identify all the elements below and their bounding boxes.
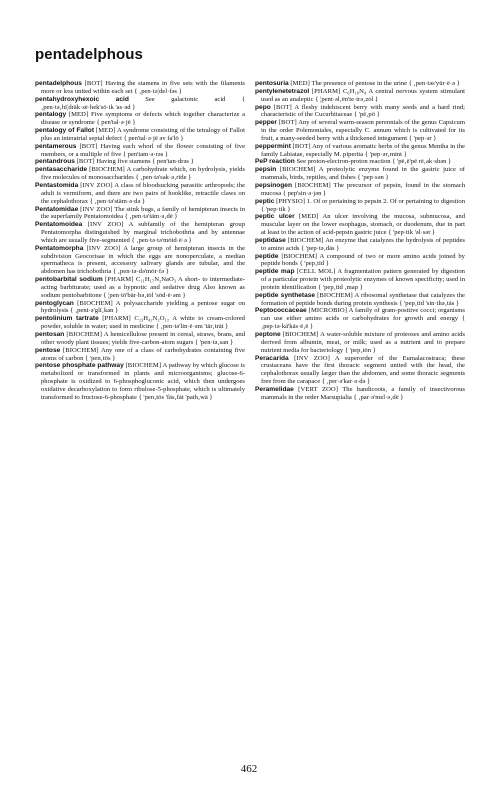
- definition: A syndrome consisting of the tetralogy of Fallot plus an interatrial septal defect { pen'tal·ə·jē əv fa'lō }: [41, 127, 245, 142]
- definition: A large group of hemipteran insects in the subdivision Geocorisae in which the eggs are nonoperculate, a median spermatheca is present, accessory salivary glands are tubular, and the abdomen has trichobothria { ‚pen·tə·də'mȯr·fə }: [41, 244, 245, 276]
- definition: Having five stamens { pen'tan·drəs }: [96, 158, 194, 166]
- headword: Pentastomida: [35, 181, 79, 189]
- page-number: 462: [240, 763, 258, 775]
- field-label: [MED]: [298, 213, 319, 221]
- definition: A superorder of the Eumalacostraca; these crustaceans have the first thoracic segment united with the head, the cephalothorax usually larger than the abdomen, and some thoracic segments free from the carapace { ‚per·ə'kar·ə·də }: [261, 354, 465, 386]
- definition: A pathway by which glucose is metabolized or transformed in plants and microorganisms; glucose-6-phosphate is oxidized to 6-phosphogluconic acid, which then undergoes oxidative decarboxylation to form ribulose-5-phosphate, which is ultimately transformed to fructose-6-phosphate { 'pen‚tōs 'fäs‚fāt 'path‚wā }: [41, 362, 245, 401]
- entry: [35, 300, 245, 316]
- entry: [255, 253, 465, 269]
- headword: pepsin: [255, 166, 277, 174]
- headword: pentalogy: [35, 111, 67, 119]
- headword: pentalogy of Fallot: [35, 127, 95, 135]
- definition: Five symptoms or defects which together characterize a disease or syndrome { pen'tal·ə·jē }: [41, 111, 245, 127]
- field-label: [BOT]: [273, 103, 292, 111]
- headword: peptide: [255, 252, 279, 260]
- entry: [255, 307, 465, 331]
- field-label: [BIOCHEM]: [282, 331, 319, 338]
- headword: Pentatomorpha: [35, 244, 84, 252]
- headword: Peracarida: [255, 354, 289, 362]
- entry: [35, 158, 245, 166]
- field-label: [INV ZOO]: [294, 354, 330, 362]
- field-label: [BOT]: [79, 142, 98, 150]
- entry: [35, 245, 245, 276]
- headword: peptide synthetase: [255, 291, 316, 299]
- headword: Peptococcaceae: [255, 307, 307, 315]
- definition: C₁₁H₁₇N₂NaO₃ A short- to intermediate-acting barbiturate; used as a hypnotic and sedative drug Also known as sodium pentobarbitone { ¦pen·tō'bär·bə‚tȯl 'sōd·ē·əm }: [41, 276, 245, 299]
- left-column: [35, 80, 245, 770]
- definition: C₂₃H₄₂N₂O₁₂ A white to cream-colored powder, soluble in water; used in medicine { ‚pen·tə'lin·ē·əm 'tär‚trāt }: [41, 315, 245, 331]
- headword: pentadelphous: [35, 80, 82, 87]
- entry: [35, 347, 245, 363]
- definition: Any of several warm-season perennials of the genus Capsicum in the order Polemoniales, especially C. annum which is cultivated for its fruit, a many-seeded berry with a thickened integument { 'pep·ər }: [261, 119, 465, 142]
- field-label: [MICROBIO]: [308, 307, 348, 315]
- entry: [35, 221, 245, 245]
- definition: A family of gram-positive cocci; organisms can use either amino acids or carbohydrates for growth and energy { ‚pep·tə·kä'kās·ē‚ē }: [261, 307, 465, 331]
- definition: An enzyme that catalyzes the hydrolysis of peptides to amino acids { 'pep·tə‚dās }: [261, 236, 465, 252]
- entry: [35, 206, 245, 222]
- definition: C₆H₁₀N₄ A central nervous system stimulant used as an analeptic { ¦pent·əl‚ēn'te·trə‚zȯl }: [261, 87, 465, 103]
- headword: Pentatomoidea: [35, 221, 83, 229]
- field-label: [BOT]: [292, 142, 311, 150]
- dictionary-columns: [35, 80, 465, 770]
- definition: Having the stamens in five sets with the filaments more or less united within each set { ‚pen·tə¦del·fəs }: [41, 80, 245, 95]
- definition: A polysaccharide yielding a pentose sugar on hydrolysis { ‚pent·ə'glī‚kan }: [41, 299, 245, 315]
- entry: [255, 268, 465, 292]
- definition: A compound of two or more amino acids joined by peptide bonds { 'pep‚tīd }: [261, 252, 465, 268]
- headword: pentose phosphate pathway: [35, 362, 124, 370]
- definition: A fragmentation pattern generated by digestion of a particular protein with proteolytic enzymes of known specificity; used in protein identification { 'pep‚tīd ‚map }: [261, 268, 465, 291]
- definition: A ribosomal synthetase that catalyzes the formation of peptide bonds during protein synthesis { 'pep‚tīd 'sin·thə‚tās }: [261, 291, 465, 307]
- field-label: [CELL MOL]: [296, 268, 336, 276]
- entry: [35, 166, 245, 182]
- entry: [255, 182, 465, 198]
- entry: [255, 104, 465, 120]
- field-label: [BIOCHEM]: [89, 166, 125, 174]
- entry: [35, 96, 245, 112]
- field-label: [BIOCHEM]: [125, 362, 162, 370]
- entry: [255, 88, 465, 104]
- definition: Any of various aromatic herbs of the genus Mentha in the family Labiatae, especially M. piperita { 'pep·ər‚mint }: [261, 142, 465, 158]
- right-column: [255, 80, 465, 770]
- headword: pentosan: [35, 331, 65, 338]
- field-label: [BIOCHEM]: [317, 291, 353, 299]
- definition: See proton-electron-proton reaction { 'pē‚ē'pē rē‚ak·shən }: [296, 158, 452, 166]
- definition: The presence of pentose in the urine { ‚pen·təs'yür·ē·ə }: [311, 80, 460, 87]
- headword: peptic ulcer: [255, 213, 295, 221]
- field-label: [BOT]: [278, 119, 297, 127]
- entry: [255, 386, 465, 402]
- entry: [255, 213, 465, 237]
- entry: [255, 237, 465, 253]
- field-label: [BIOCHEM]: [287, 236, 324, 244]
- field-label: [INV ZOO]: [80, 205, 113, 213]
- definition: The precursor of pepsin, found in the stomach mucosa { pep'sin·ə·jən }: [261, 181, 465, 197]
- field-label: [PHARM]: [311, 87, 341, 95]
- field-label: [BIOCHEM]: [77, 299, 113, 307]
- entry: [35, 143, 245, 159]
- entry: [35, 331, 245, 347]
- field-label: [INV ZOO]: [87, 221, 124, 229]
- entry: [255, 292, 465, 308]
- field-label: [PHARM]: [102, 315, 131, 323]
- entry: [255, 143, 465, 159]
- field-label: [BIOCHEM]: [281, 252, 318, 260]
- field-label: [VERT ZOO]: [298, 385, 339, 393]
- entry: [255, 198, 465, 214]
- field-label: [BOT]: [76, 158, 95, 166]
- field-label: [MED]: [95, 127, 116, 135]
- entry: [35, 182, 245, 206]
- headword: pentamerous: [35, 142, 77, 150]
- headword: pentylenetetrazol: [255, 87, 310, 95]
- field-label: [BOT]: [84, 80, 103, 87]
- entry: [255, 80, 465, 88]
- field-label: [INV ZOO]: [80, 181, 113, 189]
- entry: [255, 355, 465, 386]
- headword: pentoglycan: [35, 299, 74, 307]
- entry: [35, 127, 245, 143]
- headword: pentolinium tartrate: [35, 315, 99, 323]
- definition: A carbohydrate which, on hydrolysis, yields five molecules of monosaccharides { ‚pen·tə'sak·ə‚rīde }: [41, 166, 245, 182]
- definition: A hemicellulose present in cereal, straws, brans, and other woody plant tissues; yields five-carbon-atom sugars { 'pen·tə‚san }: [41, 331, 245, 346]
- headword: Pentatomidae: [35, 205, 79, 213]
- field-label: [BIOCHEM]: [295, 181, 331, 189]
- entry: [35, 362, 245, 401]
- definition: A water-soluble mixture of proteoses and amino acids derived from albumin, meat, or milk; used as a nutrient and to prepare nutrient media for bacteriology { 'pep‚tōn }: [261, 331, 465, 354]
- definition: A fleshy indehiscent berry with many seeds and a hard rind; characteristic of the Cucurbitaceae { 'pē‚pō }: [261, 103, 465, 119]
- field-label: [MED]: [68, 111, 89, 119]
- definition: Any one of a class of carbohydrates containing five atoms of carbon { 'pen‚tōs }: [41, 346, 245, 362]
- field-label: [PHYSIO]: [276, 197, 306, 205]
- definition: The bandicoots, a family of insectivorous mammals in the order Marsupialia { ‚par·ə'mel·ə‚dē }: [261, 385, 465, 401]
- definition: See galactonic acid { ‚pen·tə‚hī¦dräk·sē·hek'sō·ik 'as·əd }: [41, 95, 245, 111]
- headword: pentandrous: [35, 158, 75, 166]
- headword: peppermint: [255, 142, 291, 150]
- headword: peptic: [255, 197, 275, 205]
- headword: peptide map: [255, 268, 295, 276]
- headword: pepsinogen: [255, 181, 292, 189]
- definition: 1. Of or pertaining to pepsin 2. Of or pertaining to digestion { 'pep·tik }: [261, 197, 465, 213]
- definition: The stink bugs, a family of hemipteran insects in the superfamily Pentatomoidea { ‚pen·tə'täm·ə‚dē }: [41, 205, 246, 221]
- entry: [255, 119, 465, 143]
- headword: pepo: [255, 103, 271, 111]
- guide-word: pentadelphous: [35, 46, 143, 63]
- headword: Peramelidae: [255, 385, 294, 393]
- headword: pentosuria: [255, 80, 289, 87]
- headword: pepper: [255, 119, 277, 127]
- headword: PeP reaction: [255, 158, 295, 166]
- entry: [255, 158, 465, 166]
- headword: pentahydroxyhexoic acid: [35, 95, 129, 103]
- headword: peptone: [255, 331, 281, 338]
- definition: An ulcer involving the mucosa, submucosa, and muscular layer on the lower esophagus, stomach, or duodenum, due in part at least to the action of acid-pepsin gastric juice { 'pep·tik 'əl·sər }: [261, 213, 465, 237]
- headword: pentobarbital sodium: [35, 276, 103, 284]
- entry: [255, 166, 465, 182]
- field-label: [INV ZOO]: [86, 244, 121, 252]
- definition: A proteolytic enzyme found in the gastric juice of mammals, birds, reptiles, and fishes { 'pep·sən }: [261, 166, 465, 182]
- field-label: [MED]: [290, 80, 310, 87]
- field-label: [BIOCHEM]: [279, 166, 316, 174]
- definition: A subfamily of the hemipteran group Pentatomorpha distinguished by marginal trichobothria and by antennae which are usually five-segmented { ‚pen·tə·tə'mȯid·ē·ə }: [41, 221, 245, 244]
- headword: pentasaccharide: [35, 166, 88, 174]
- entry: [35, 315, 245, 331]
- definition: A class of bloodsucking parasitic arthropods; the adult is vermiform, and there are two pairs of hooklike, retractile claws on the cephalothorax { ‚pen·tə'stäm·ə·də }: [41, 181, 245, 205]
- field-label: [PHARM]: [105, 276, 134, 284]
- entry: [35, 276, 245, 300]
- entry: [255, 331, 465, 355]
- headword: peptidase: [255, 236, 286, 244]
- entry: [35, 80, 245, 96]
- field-label: [BIOCHEM]: [62, 346, 99, 354]
- field-label: [BIOCHEM]: [66, 331, 103, 338]
- entry: [35, 111, 245, 127]
- headword: pentose: [35, 346, 61, 354]
- definition: Having each whorl of the flower consisting of five members, or a multiple of five { pen'tam·ə·rəs }: [41, 142, 245, 158]
